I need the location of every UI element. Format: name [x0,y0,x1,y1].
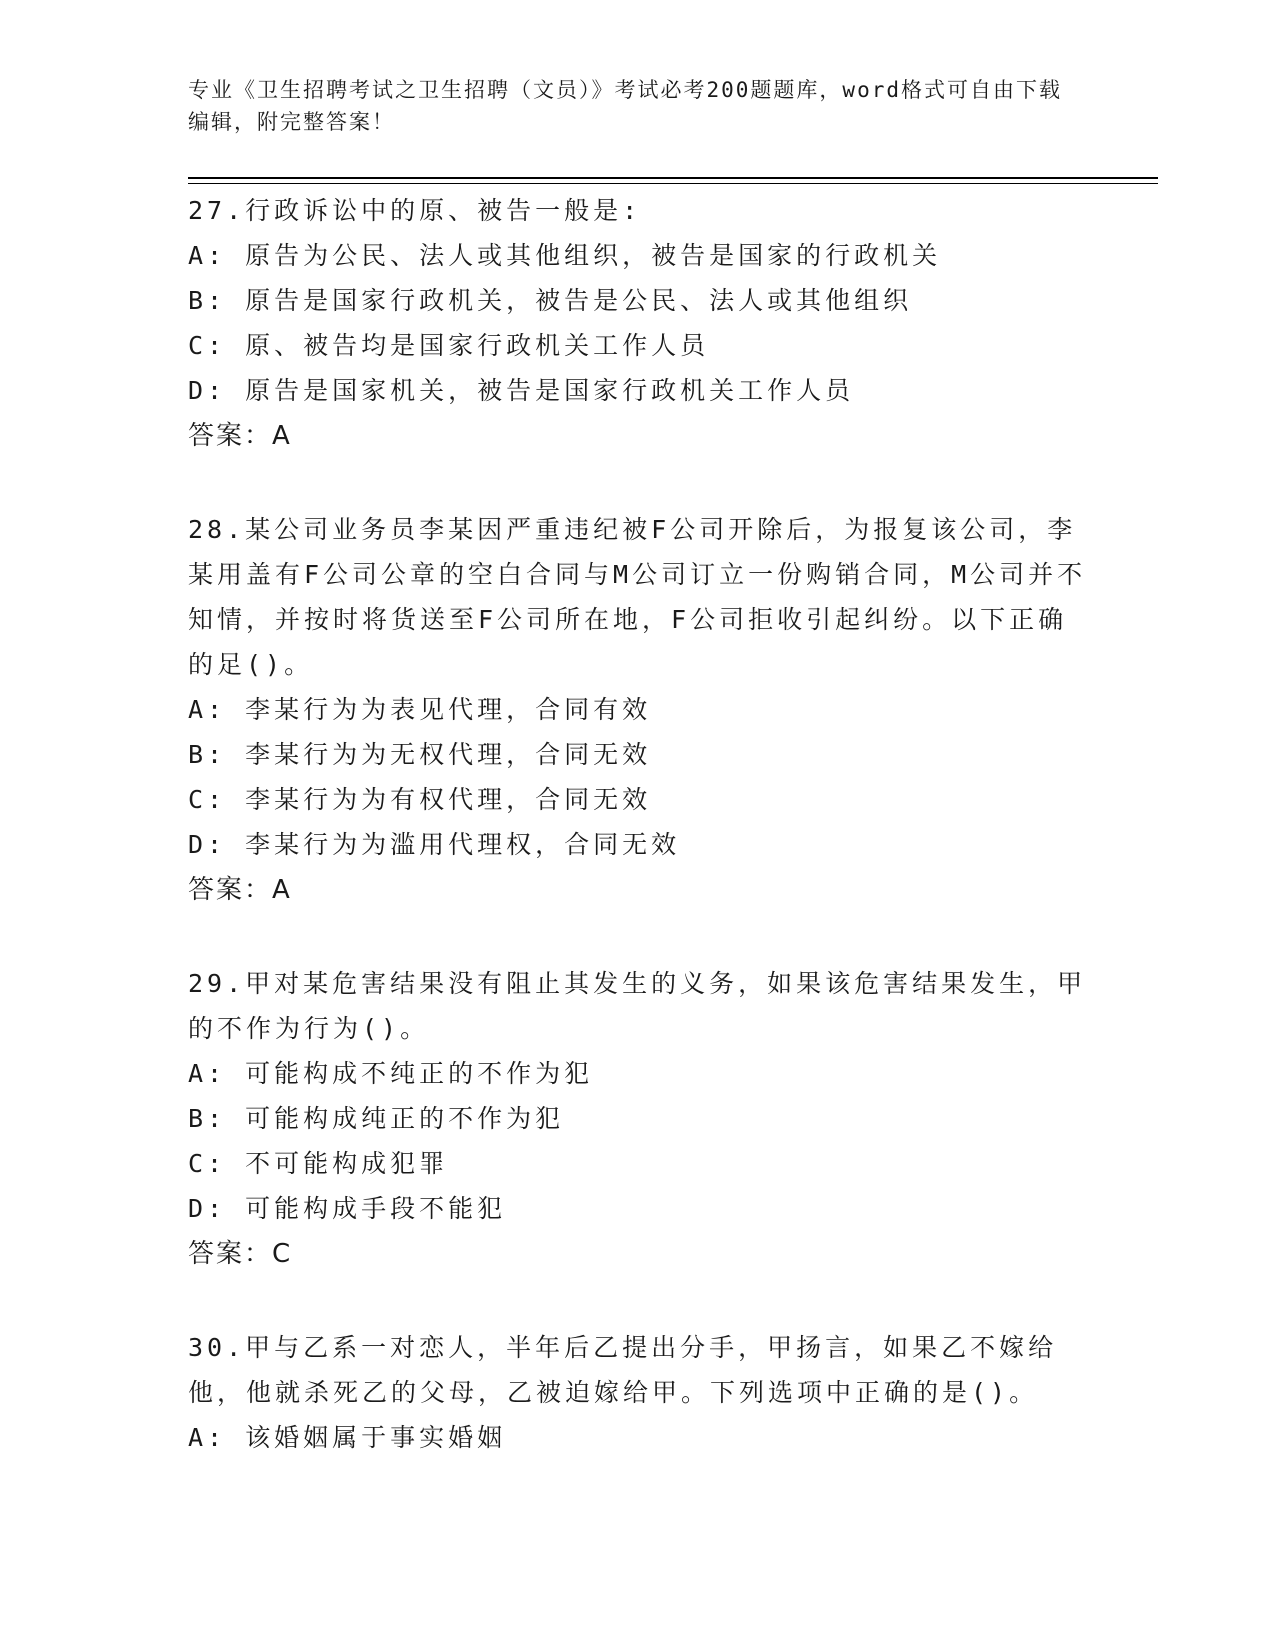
option-a: A: 李某行为为表见代理，合同有效 [188,695,652,724]
question-27 [188,188,1088,459]
option-d: D: 可能构成手段不能犯 [188,1194,507,1223]
option-b: B: 可能构成纯正的不作为犯 [188,1104,565,1133]
option-c: C: 不可能构成犯罪 [188,1149,449,1178]
option-b: B: 李某行为为无权代理，合同无效 [188,740,652,769]
page-header: 专业《卫生招聘考试之卫生招聘（文员）》考试必考200题题库，word格式可自由下载编辑，附完整答案！ [188,78,1062,134]
option-c: C: 李某行为为有权代理，合同无效 [188,785,652,814]
question-stem: 28.某公司业务员李某因严重违纪被F公司开除后，为报复该公司，李某用盖有F公司公章的空白合同与M公司订立一份购销合同，M公司并不知情，并按时将货送至F公司所在地，F公司拒收引起纠纷。以下正确的足()。 [188,515,1087,679]
question-stem: 30.甲与乙系一对恋人，半年后乙提出分手，甲扬言，如果乙不嫁给他，他就杀死乙的父母，乙被迫嫁给甲。下列选项中正确的是()。 [188,1333,1058,1407]
answer: 答案：A [188,421,292,451]
header-rule-thin [188,183,1158,184]
option-d: D: 原告是国家机关，被告是国家行政机关工作人员 [188,376,855,405]
question-29 [188,961,1088,1277]
question-stem: 27.行政诉讼中的原、被告一般是: [188,196,642,225]
option-c: C: 原、被告均是国家行政机关工作人员 [188,331,710,360]
question-list [188,188,1088,1508]
option-a: A: 可能构成不纯正的不作为犯 [188,1059,594,1088]
option-a: A: 原告为公民、法人或其他组织，被告是国家的行政机关 [188,241,942,270]
question-stem: 29.甲对某危害结果没有阻止其发生的义务，如果该危害结果发生，甲的不作为行为()。 [188,969,1087,1043]
option-b: B: 原告是国家行政机关，被告是公民、法人或其他组织 [188,286,913,315]
question-30 [188,1325,1088,1460]
header-rule-thick [188,177,1158,179]
answer: 答案：A [188,875,292,905]
question-28 [188,507,1088,913]
answer: 答案：C [188,1239,293,1269]
option-d: D: 李某行为为滥用代理权，合同无效 [188,830,681,859]
option-a: A: 该婚姻属于事实婚姻 [188,1423,507,1452]
